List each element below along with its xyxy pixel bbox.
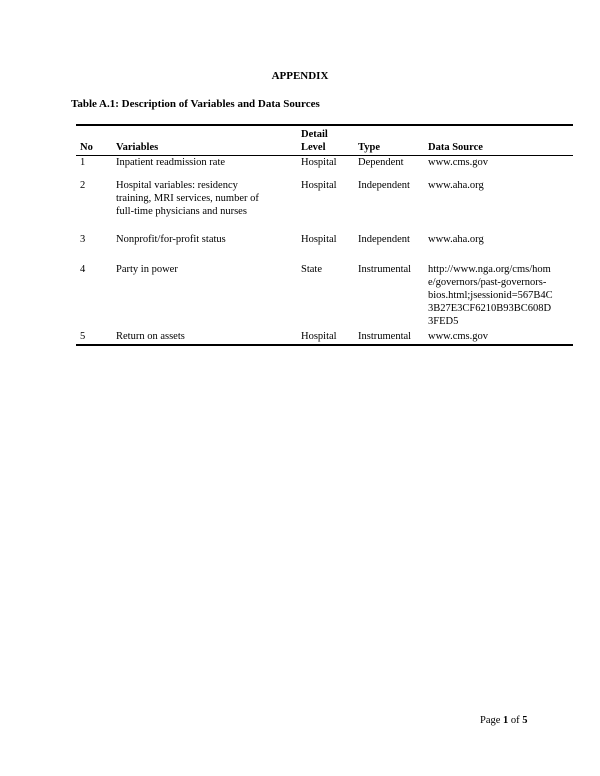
row-5-variables: Return on assets [116, 331, 185, 342]
table-header-rule [76, 155, 573, 156]
row-4-data-source-line1: http://www.nga.org/cms/hom [428, 264, 551, 275]
row-5-no: 5 [80, 331, 86, 342]
current-page: 1 [503, 715, 509, 726]
total-pages: 5 [522, 715, 528, 726]
row-4-data-source-line3: bios.html;jsessionid=567B4C [428, 290, 553, 301]
header-variables: Variables [116, 142, 159, 153]
table-bottom-rule [76, 344, 573, 346]
row-1-no: 1 [80, 157, 86, 168]
row-3-no: 3 [80, 234, 86, 245]
row-3-data-source: www.aha.org [428, 234, 484, 245]
row-4-data-source-line4: 3B27E3CF6210B93BC608D [428, 303, 552, 314]
row-2-detail-level: Hospital [301, 180, 337, 191]
row-4-type: Instrumental [358, 264, 412, 275]
row-3-detail-level: Hospital [301, 234, 337, 245]
row-1-variables: Inpatient readmission rate [116, 157, 226, 168]
header-detail-line2: Level [301, 142, 326, 153]
appendix-title: APPENDIX [271, 70, 329, 82]
row-4-data-source-line5: 3FED5 [428, 316, 459, 327]
row-1-type: Dependent [358, 157, 404, 168]
row-3-variables: Nonprofit/for-profit status [116, 234, 226, 245]
row-4-detail-level: State [301, 264, 322, 275]
row-4-data-source-line2: e/governors/past-governors- [428, 277, 547, 288]
row-2-variables-line2: training, MRI services, number of [116, 193, 259, 204]
header-no: No [80, 142, 93, 153]
header-detail-line1: Detail [301, 129, 328, 140]
header-data-source: Data Source [428, 142, 483, 153]
row-2-variables-line3: full-time physicians and nurses [116, 206, 247, 217]
of-label: of [510, 715, 520, 726]
row-3-type: Independent [358, 234, 410, 245]
page-label: Page [480, 715, 501, 726]
row-2-type: Independent [358, 180, 410, 191]
table-caption: Table A.1: Description of Variables and Data Sources [71, 98, 320, 110]
page-footer [480, 715, 528, 726]
row-2-no: 2 [80, 180, 86, 191]
header-type: Type [358, 142, 380, 153]
row-2-data-source: www.aha.org [428, 180, 484, 191]
row-2-variables-line1: Hospital variables: residency [116, 180, 238, 191]
table-top-rule [76, 124, 573, 126]
row-1-detail-level: Hospital [301, 157, 337, 168]
row-1-data-source: www.cms.gov [428, 157, 488, 168]
row-5-detail-level: Hospital [301, 331, 337, 342]
row-5-type: Instrumental [358, 331, 412, 342]
row-5-data-source: www.cms.gov [428, 331, 488, 342]
row-4-variables: Party in power [116, 264, 178, 275]
row-4-no: 4 [80, 264, 86, 275]
